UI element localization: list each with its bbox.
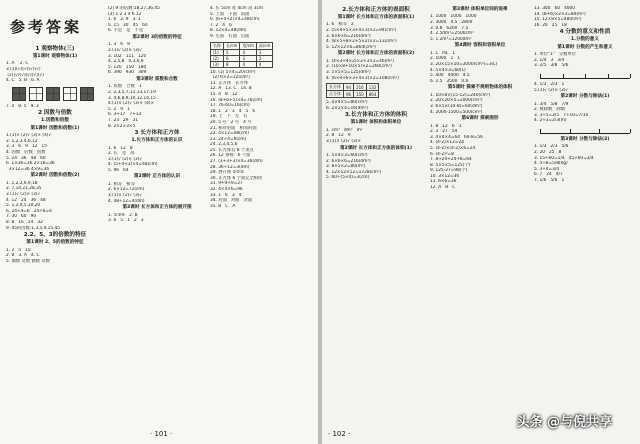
cube-grid-figure bbox=[12, 87, 104, 101]
section-heading: 4 分数的意义和性质 bbox=[559, 29, 611, 36]
left-page bbox=[0, 0, 318, 444]
left-column-3: 4. 长 5cm 宽 4cm 高 3cm 5. 上面 下面 前面 6. (6+4+2)×4=48(cm) 7. 2 4 6 8. 12×4=48(dm) 9. 左面 右面 后面 名称 长/cm 宽/cm 高/cm (1) 5 4 3 (2) 6 3 2 (3) 8 4 4 10. (1) 5×4=20(cm²) (2) 6×2=12(cm²) 11. 正方体 长方体 12. A 13. C 14. B 15. 4 8 12 16. (8+6+5)×4=76(cm) 17. 76-60=16(cm) 18. 1 2 3 4 5 6 19. 上 下 左 右 20. 5 号 2 号 4 号 21. 相对的面 相邻的面 22. 4×12=48(cm) 23. 24÷4=6(cm) 24. 2,3,4,5,6 25. 长方体有 8 个顶点 26. 12 条棱 6 个面 27. (3+3+3)×4=36(dm) 28. 36÷12=3(dm) 29. 展开图 ①②⑤ 30. 正方体 6 个面完全相同 31. 9+9+9=27 32. 4×4×6=96 33. 1 6 3 4 34. 对面 对面 对面 35. B C A bbox=[210, 6, 314, 422]
right-column-3: 13. 300 60 4000 14. (8+6)×2×3=84(m²) 15. 12×8×5=480(m³) 16. 20 25 18 4 分数的意义和性质 1.分数的意义 第1课时 分数的产生和意义 1. 单位"1" 分数单位 2. 1/4 3 3/4 3. 2/5 3/8 5/6 4. 1/3 2/3 1 5.(1)√ (2)× (3)√ 第2课时 分数与除法(1) 1. 3/4 5/8 7/9 2. 被除数 除数 3. 3÷5=3/5 7÷10=7/10 4. 2÷3=2/3(m) 第3课时 分数与除法(2) 1. 1/3 2/3 5/6 2. 20 25 8 3. 15÷60=1/4 45÷60=3/4 4. 5÷8=5/8(kg) 5. 3÷4=3/4 6. 7 24 4/7 7. 1/6 5/6 1 bbox=[534, 6, 636, 422]
left-column-1: 参考答案 1 观察物体(三) 第1课时 观察物体(1) 1. A 2. C 3.(1)(√)(√)(√)(√) (2)(√)(√)(√)(√)(√) 4. C 5. B 6. A 7. 4 8. 5 9. 3 2 因数与倍数 1.因数和倍数 第1课时 因数和倍数(1) 1.(1)× (2)√ (3)× (4)√ 2. 1,2,3,4,6,12 3. 3 6 9 12 15 4. 因数 倍数 因数 5. 24 36 48 60 6. 1×36=36 2×18=36 3×12=36 4×9=36 第2课时 因数和倍数(2) 1. 1,2,3,6,9,18 2. 7,14,21,28,35 3.(1)√ (2)× (3)√ 4. 12 24 36 48 5. 1,2,4,5,10,20 6. 24÷4=6 24÷6=4 7. 30 60 90 8. 8 16 24 32 9. 45的因数:1,3,5,9,15,45 2.2、5、3的倍数的特征 第1课时 2、5的倍数的特征 1. 2 5 10 2. B 3. A 4. C 5. 偶数 奇数 偶数 奇数 bbox=[6, 6, 104, 422]
section-heading: 2.2、5、3的倍数的特征 bbox=[23, 232, 87, 239]
lesson-heading: 第2课时 3的倍数的特征 bbox=[132, 34, 182, 40]
lesson-heading: 第2课时 因数和倍数(2) bbox=[30, 173, 80, 179]
lesson-heading: 1.分数的意义 bbox=[571, 37, 599, 43]
edge-table: 名称 长/cm 宽/cm 高/cm (1) 5 4 3 (2) 6 3 2 (3) 8 4 4 bbox=[210, 42, 273, 68]
lesson-heading: 1.长方体和正方体的认识 bbox=[131, 138, 183, 144]
lesson-heading: 第2课时 长方体和正方体的体积(1) bbox=[340, 145, 412, 151]
number-line-figure bbox=[540, 127, 630, 134]
section-heading: 3 长方体和正方体 bbox=[134, 130, 180, 137]
lesson-heading: 1.因数和倍数 bbox=[41, 118, 69, 124]
left-page-number: · 101 · bbox=[150, 430, 173, 438]
right-page bbox=[322, 0, 640, 444]
lesson-heading: 第3课时 长方体和正方体的展开图 bbox=[122, 205, 192, 211]
lesson-heading: 第1课时 分数的产生和意义 bbox=[557, 44, 613, 50]
right-column-2: 第3课时 体积单位间的进率 1. 1000 1000 1000 2. 3000 4.5 2800 3. 0.8 6200 7.5 4. 2.5dm³=2500cm³ 5. 1.2m³=1200dm³ 第4课时 容积和容积单位 1. L mL L 2. 1000 1 1 3. 20×15×10=3000(cm³)=3(L) 4. 5×4×3=60(L) 5. 400 4000 4.5 6. 2.5 3500 0.6 第5课时 探索不规则物体的体积 1. 10×8×(15-12)=240(cm³) 2. 20×20×5=2000(cm³) 3. 6×5×(10-8)=60(dm³) 4. 2000-1500=500(cm³) 第6课时 探索图形 1. 8 12 6 1 2. 3 27 54 3. 4×4×4=64 64-8=56 4. (4-2)×12=24 5. (4-2)×(4-2)×6=24 6. (4-2)³=8 7. 8+24+24+8=64 8. 5×5×5=125(个) 9. 125-27=98(个) 10. 3×12=36 11. 6×6=36 12. A B C bbox=[430, 6, 530, 422]
lesson-heading: 第3课时 分数与除法(2) bbox=[560, 136, 610, 142]
lesson-heading: 第3课时 质数和合数 bbox=[136, 76, 178, 82]
lesson-heading: 第1课时 体积和体积单位 bbox=[350, 120, 402, 126]
lesson-heading: 第1课时 2、5的倍数的特征 bbox=[26, 240, 84, 246]
lesson-heading: 第1课时 观察物体(1) bbox=[32, 54, 78, 59]
watermark-text: 头条 @与倪共享 bbox=[516, 415, 612, 430]
lesson-heading: 第3课时 体积单位间的进率 bbox=[452, 7, 508, 12]
right-page-number: · 102 · bbox=[328, 430, 351, 438]
section-heading: 3.长方体和正方体的体积 bbox=[345, 112, 407, 119]
section-heading: 2 因数与倍数 bbox=[38, 110, 72, 117]
lesson-heading: 第2课时 分数与除法(1) bbox=[560, 94, 610, 100]
section-heading: 1 观察物体(三) bbox=[35, 46, 75, 52]
surface-area-table: 长方体 94 216 132 正方体 96 150 864 bbox=[326, 83, 379, 98]
answer-key-title: 参考答案 bbox=[10, 18, 83, 36]
lesson-heading: 第5课时 探索不规则物体的体积 bbox=[447, 85, 513, 91]
lesson-heading: 第2课时 长方体和正方体的表面积(2) bbox=[337, 51, 415, 57]
left-column-2: (2) 9 的倍数:18,27,36,45 (3) 1 2 3 4 6 12 1. 6 2. 9 3. 1 5. 15 30 45 60 6. 不是 是 不是 第2课时 3的倍数的特征 1. 3 6 9 2.(1)√ (2)× (3)√ 3. 102 111 120 4. 2,5,8 0,3,6,9 5. 120 150 180 6. 390 930 309 第3课时 质数和合数 1. 质数 合数 1 2. 2,3,5,7,11,13,17,19 3. 4,6,8,9,10,12,14,15 4.(1)× (2)√ (3)× (4)× 5. 2 9 1 6. 3+17 7+13 7. 23 29 31 8. 2×2×3×5 3 长方体和正方体 1.长方体和正方体的认识 1. 6 12 8 2. 长 宽 高 3.(1)√ (2)× (3)√ 4. (5+4+3)×4=48(cm) 5. 96 64 第2课时 正方体的认识 1. 相等 相等 2. 6×12=72(cm) 3.(1)× (2)√ (3)√ 4. 48÷12=4(dm) 第3课时 长方体和正方体的展开图 1. ①③④ 2. B 3. 6 5 1 2 3 bbox=[108, 6, 206, 422]
lesson-heading: 第2课时 正方体的认识 bbox=[133, 174, 181, 180]
lesson-heading: 第1课时 因数和倍数(1) bbox=[30, 125, 80, 131]
lesson-heading: 第1课时 长方体和正方体的表面积(1) bbox=[337, 15, 415, 20]
lesson-heading: 第6课时 探索图形 bbox=[461, 116, 499, 122]
lesson-heading: 第4课时 容积和容积单位 bbox=[454, 43, 506, 49]
number-line-figure bbox=[540, 72, 630, 79]
section-heading: 2.长方体和正方体的表面积 bbox=[342, 7, 410, 13]
right-column-1: 2.长方体和正方体的表面积 第1课时 长方体和正方体的表面积(1) 1. 6 相等 2 2. (5×4+5×3+4×3)×2=94(cm²) 3. 6×6×6=216(dm²) 4. (8×5+8×2+5×2)×2=132(m²) 5. 12×12×6=864(cm²) 第2课时 长方体和正方体的表面积(2) 1. (4×3+4×2)×2+3×2=46(m²) 2. (10×8+10×5)×2=260(cm²) 3. 5×5×5=125(dm²) 4. (6×4+6×3+4×3)×2=108(cm²) 长方体 94 216 132 正方体 96 150 864 5. 4×4×5=80(cm²) 6. 2×2×4=16(dm²) 3.长方体和正方体的体积 第1课时 体积和体积单位 1. cm³ dm³ m³ 2. 8 12 9 3.(1)× (2)√ (3)× 第2课时 长方体和正方体的体积(1) 1. 5×4×3=60(cm³) 2. 6×6×6=216(dm³) 3. 8×5×2=80(m³) 4. 12×12×12=1728(cm³) 5. 60÷(5×4)=3(cm) bbox=[326, 6, 426, 422]
